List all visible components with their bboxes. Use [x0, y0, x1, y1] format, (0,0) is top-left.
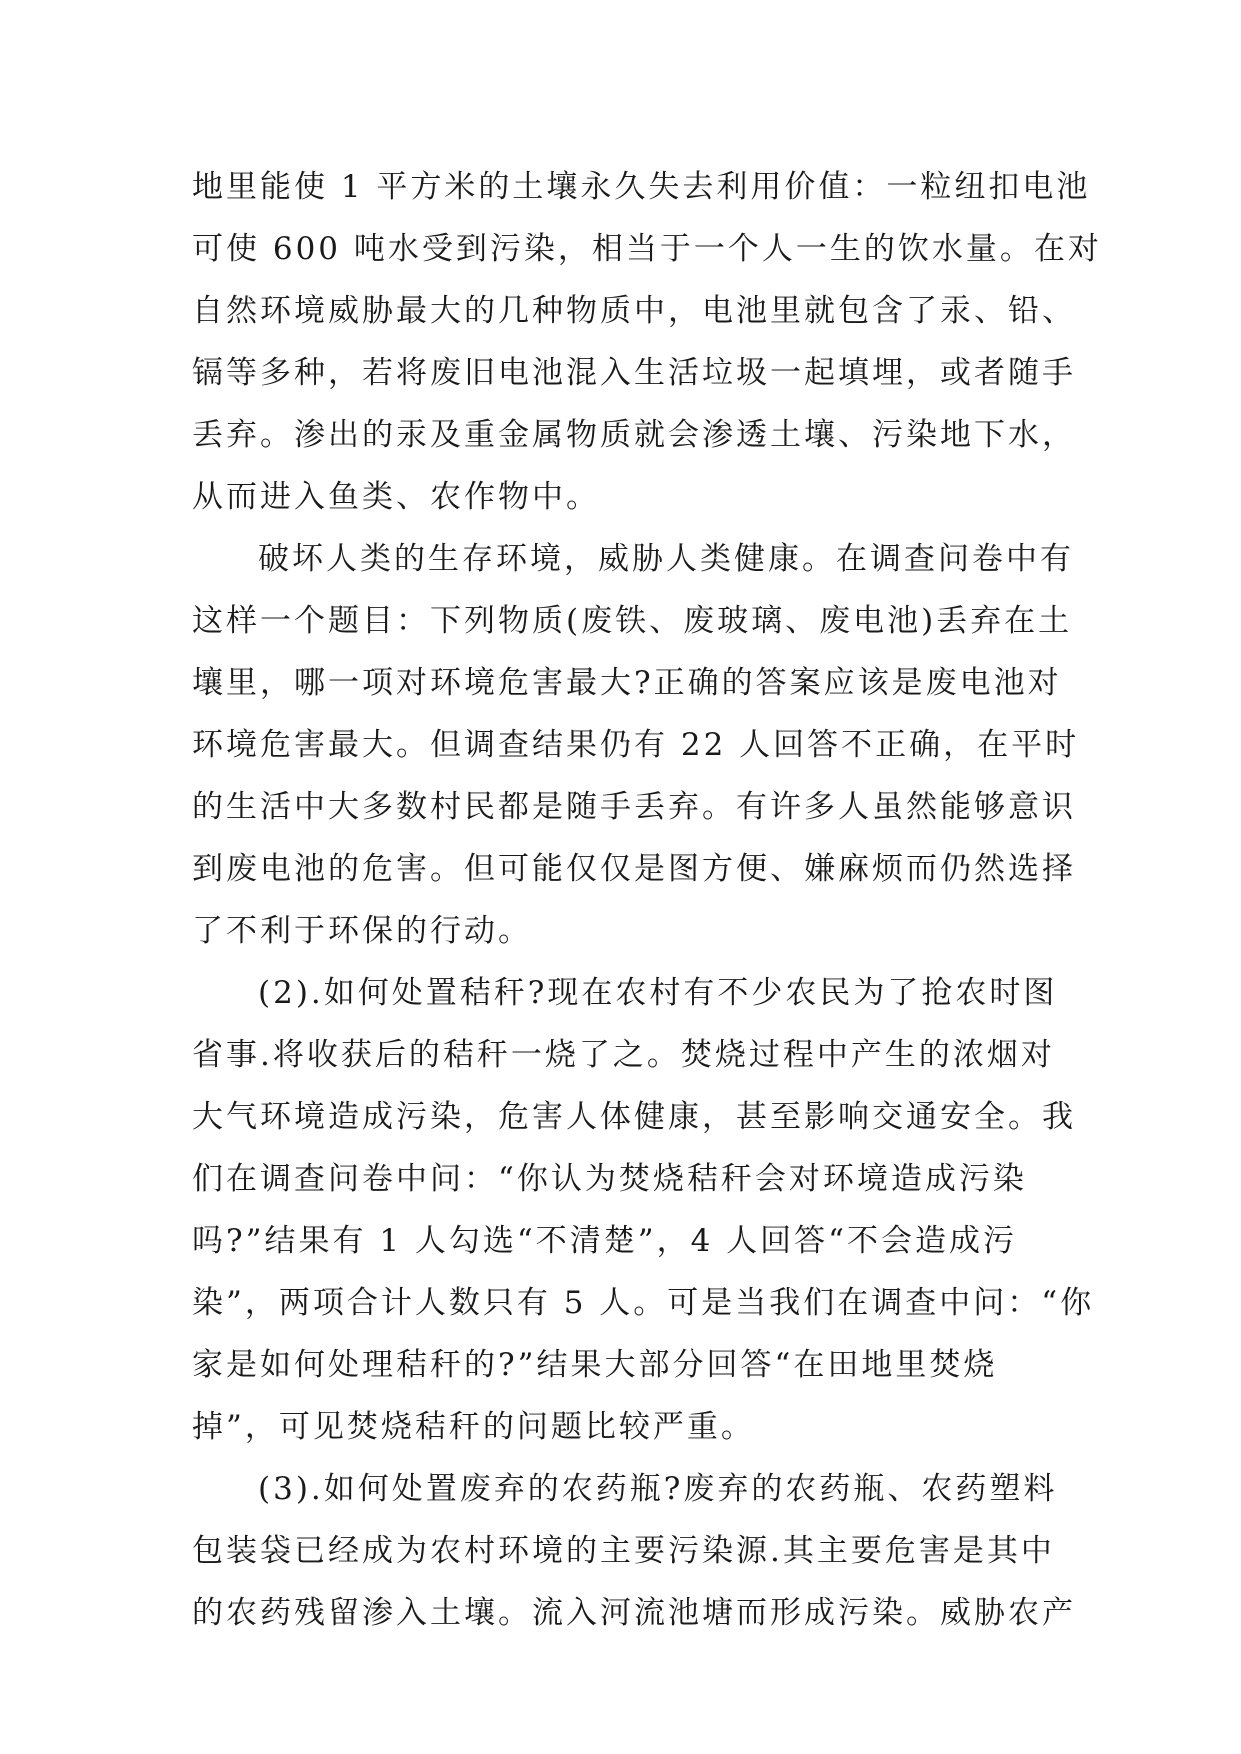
paragraph-line: 掉”，可见焚烧秸秆的问题比较严重。	[192, 1409, 755, 1445]
paragraph-line: 到废电池的危害。但可能仅仅是图方便、嫌麻烦而仍然选择	[192, 851, 1076, 887]
paragraph-line: 大气环境造成污染，危害人体健康，甚至影响交通安全。我	[192, 1099, 1076, 1135]
paragraph-line: 从而进入鱼类、农作物中。	[192, 479, 600, 515]
document-body	[192, 156, 1102, 1644]
paragraph-line: 镉等多种，若将废旧电池混入生活垃圾一起填埋，或者随手	[192, 355, 1076, 391]
paragraph-line: 地里能使 1 平方米的土壤永久失去利用价值：一粒纽扣电池	[192, 169, 1091, 205]
paragraph-line: 家是如何处理秸秆的?”结果大部分回答“在田地里焚烧	[192, 1347, 998, 1383]
paragraph-line: 这样一个题目：下列物质(废铁、废玻璃、废电池)丢弃在土	[192, 603, 1073, 639]
paragraph-line: 壤里，哪一项对环境危害最大?正确的答案应该是废电池对	[192, 665, 1062, 701]
paragraph-line: 省事.将收获后的秸秆一烧了之。焚烧过程中产生的浓烟对	[192, 1037, 1055, 1073]
paragraph-1	[192, 156, 1102, 528]
paragraph-2	[192, 528, 1080, 962]
paragraph-line: 可使 600 吨水受到污染，相当于一个人一生的饮水量。在对	[192, 231, 1102, 267]
paragraph-line: (2).如何处置秸秆?现在农村有不少农民为了抢农时图	[258, 975, 1058, 1011]
paragraph-4	[192, 1458, 1076, 1644]
paragraph-line: 丢弃。渗出的汞及重金属物质就会渗透土壤、污染地下水，	[192, 417, 1076, 453]
paragraph-line: 了不利于环保的行动。	[192, 913, 532, 949]
paragraph-line: 环境危害最大。但调查结果仍有 22 人回答不正确，在平时	[192, 727, 1080, 763]
paragraph-3	[192, 962, 1095, 1458]
paragraph-line: 包装袋已经成为农村环境的主要污染源.其主要危害是其中	[192, 1533, 1055, 1569]
paragraph-line: 们在调查问卷中问：“你认为焚烧秸秆会对环境造成污染	[192, 1161, 1027, 1197]
paragraph-line: 自然环境威胁最大的几种物质中，电池里就包含了汞、铅、	[192, 293, 1076, 329]
paragraph-line: 的生活中大多数村民都是随手丢弃。有许多人虽然能够意识	[192, 789, 1076, 825]
paragraph-line: 的农药残留渗入土壤。流入河流池塘而形成污染。威胁农产	[192, 1595, 1076, 1631]
paragraph-line: 吗?”结果有 1 人勾选“不清楚”，4 人回答“不会造成污	[192, 1223, 1018, 1259]
paragraph-line: (3).如何处置废弃的农药瓶?废弃的农药瓶、农药塑料	[258, 1471, 1058, 1507]
paragraph-line: 破坏人类的生存环境，威胁人类健康。在调查问卷中有	[258, 541, 1074, 577]
paragraph-line: 染”，两项合计人数只有 5 人。可是当我们在调查中问：“你	[192, 1285, 1095, 1321]
